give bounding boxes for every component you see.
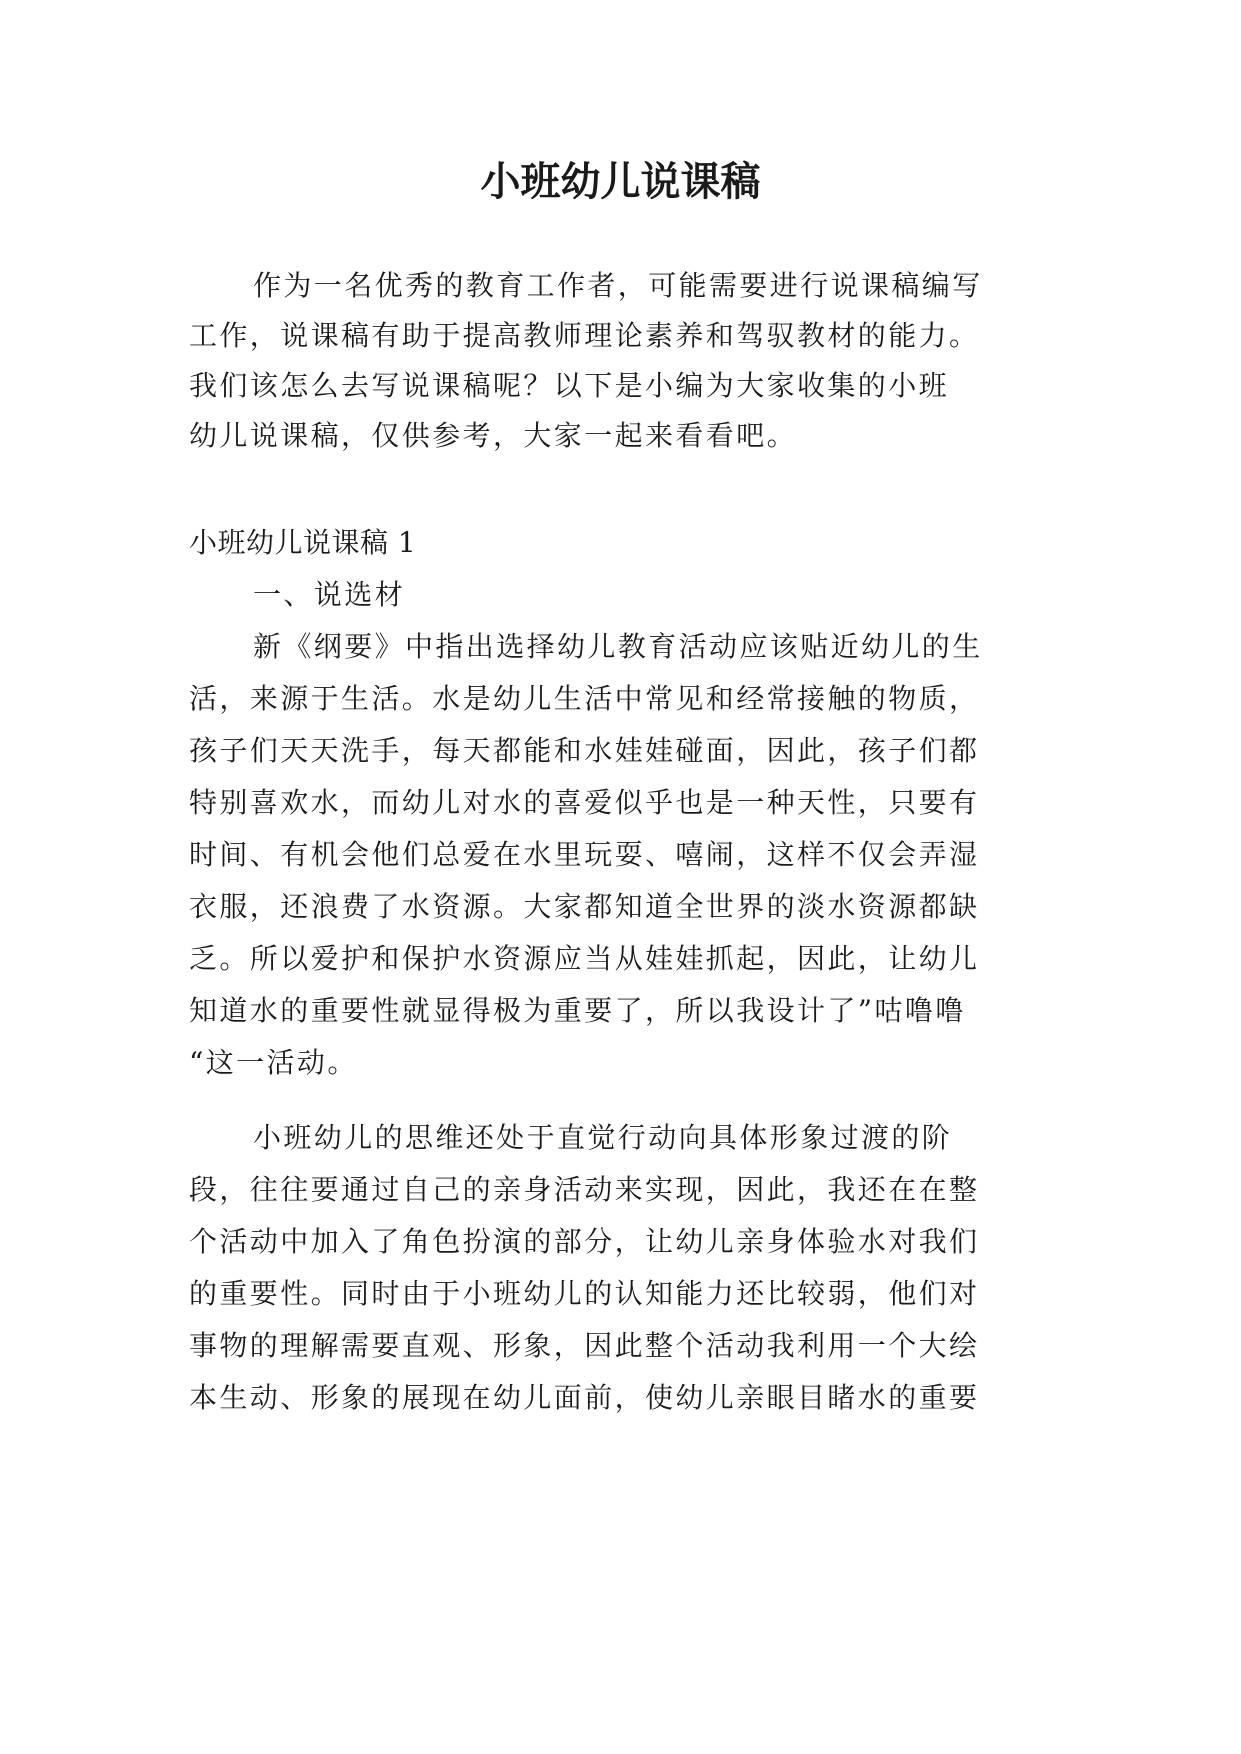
paragraph-line: 衣服，还浪费了水资源。大家都知道全世界的淡水资源都缺 [189, 890, 980, 923]
paragraph-line: 个活动中加入了角色扮演的部分，让幼儿亲身体验水对我们 [189, 1225, 980, 1258]
paragraph-line: “这一活动。 [189, 1046, 358, 1079]
document-title: 小班幼儿说课稿 [480, 158, 761, 205]
paragraph-line: 本生动、形象的展现在幼儿面前，使幼儿亲眼目睹水的重要 [189, 1381, 980, 1414]
paragraph-line: 孩子们天天洗手，每天都能和水娃娃碰面，因此，孩子们都 [189, 734, 980, 767]
section-title: 小班幼儿说课稿 1 [189, 526, 417, 559]
paragraph-line: 活，来源于生活。水是幼儿生活中常见和经常接触的物质， [189, 682, 980, 715]
paragraph-line: 新《纲要》中指出选择幼儿教育活动应该贴近幼儿的生 [253, 630, 983, 663]
intro-line: 我们该怎么去写说课稿呢？以下是小编为大家收集的小班 [189, 369, 950, 402]
paragraph-line: 的重要性。同时由于小班幼儿的认知能力还比较弱，他们对 [189, 1277, 980, 1310]
paragraph-line: 段，往往要通过自己的亲身活动来实现，因此，我还在在整 [189, 1173, 980, 1206]
intro-line: 幼儿说课稿，仅供参考，大家一起来看看吧。 [189, 419, 798, 452]
intro-line: 作为一名优秀的教育工作者，可能需要进行说课稿编写 [253, 269, 983, 302]
paragraph-line: 特别喜欢水，而幼儿对水的喜爱似乎也是一种天性，只要有 [189, 786, 980, 819]
intro-line: 工作，说课稿有助于提高教师理论素养和驾驭教材的能力。 [189, 319, 980, 352]
paragraph-line: 知道水的重要性就显得极为重要了，所以我设计了”咕噜噜 [189, 994, 966, 1027]
paragraph-line: 乏。所以爱护和保护水资源应当从娃娃抓起，因此，让幼儿 [189, 942, 980, 975]
paragraph-line: 时间、有机会他们总爱在水里玩耍、嘻闹，这样不仅会弄湿 [189, 838, 980, 871]
paragraph-line: 事物的理解需要直观、形象，因此整个活动我利用一个大绘 [189, 1329, 980, 1362]
subsection-title: 一、说选材 [253, 578, 406, 611]
paragraph-line: 小班幼儿的思维还处于直觉行动向具体形象过渡的阶 [253, 1121, 953, 1154]
